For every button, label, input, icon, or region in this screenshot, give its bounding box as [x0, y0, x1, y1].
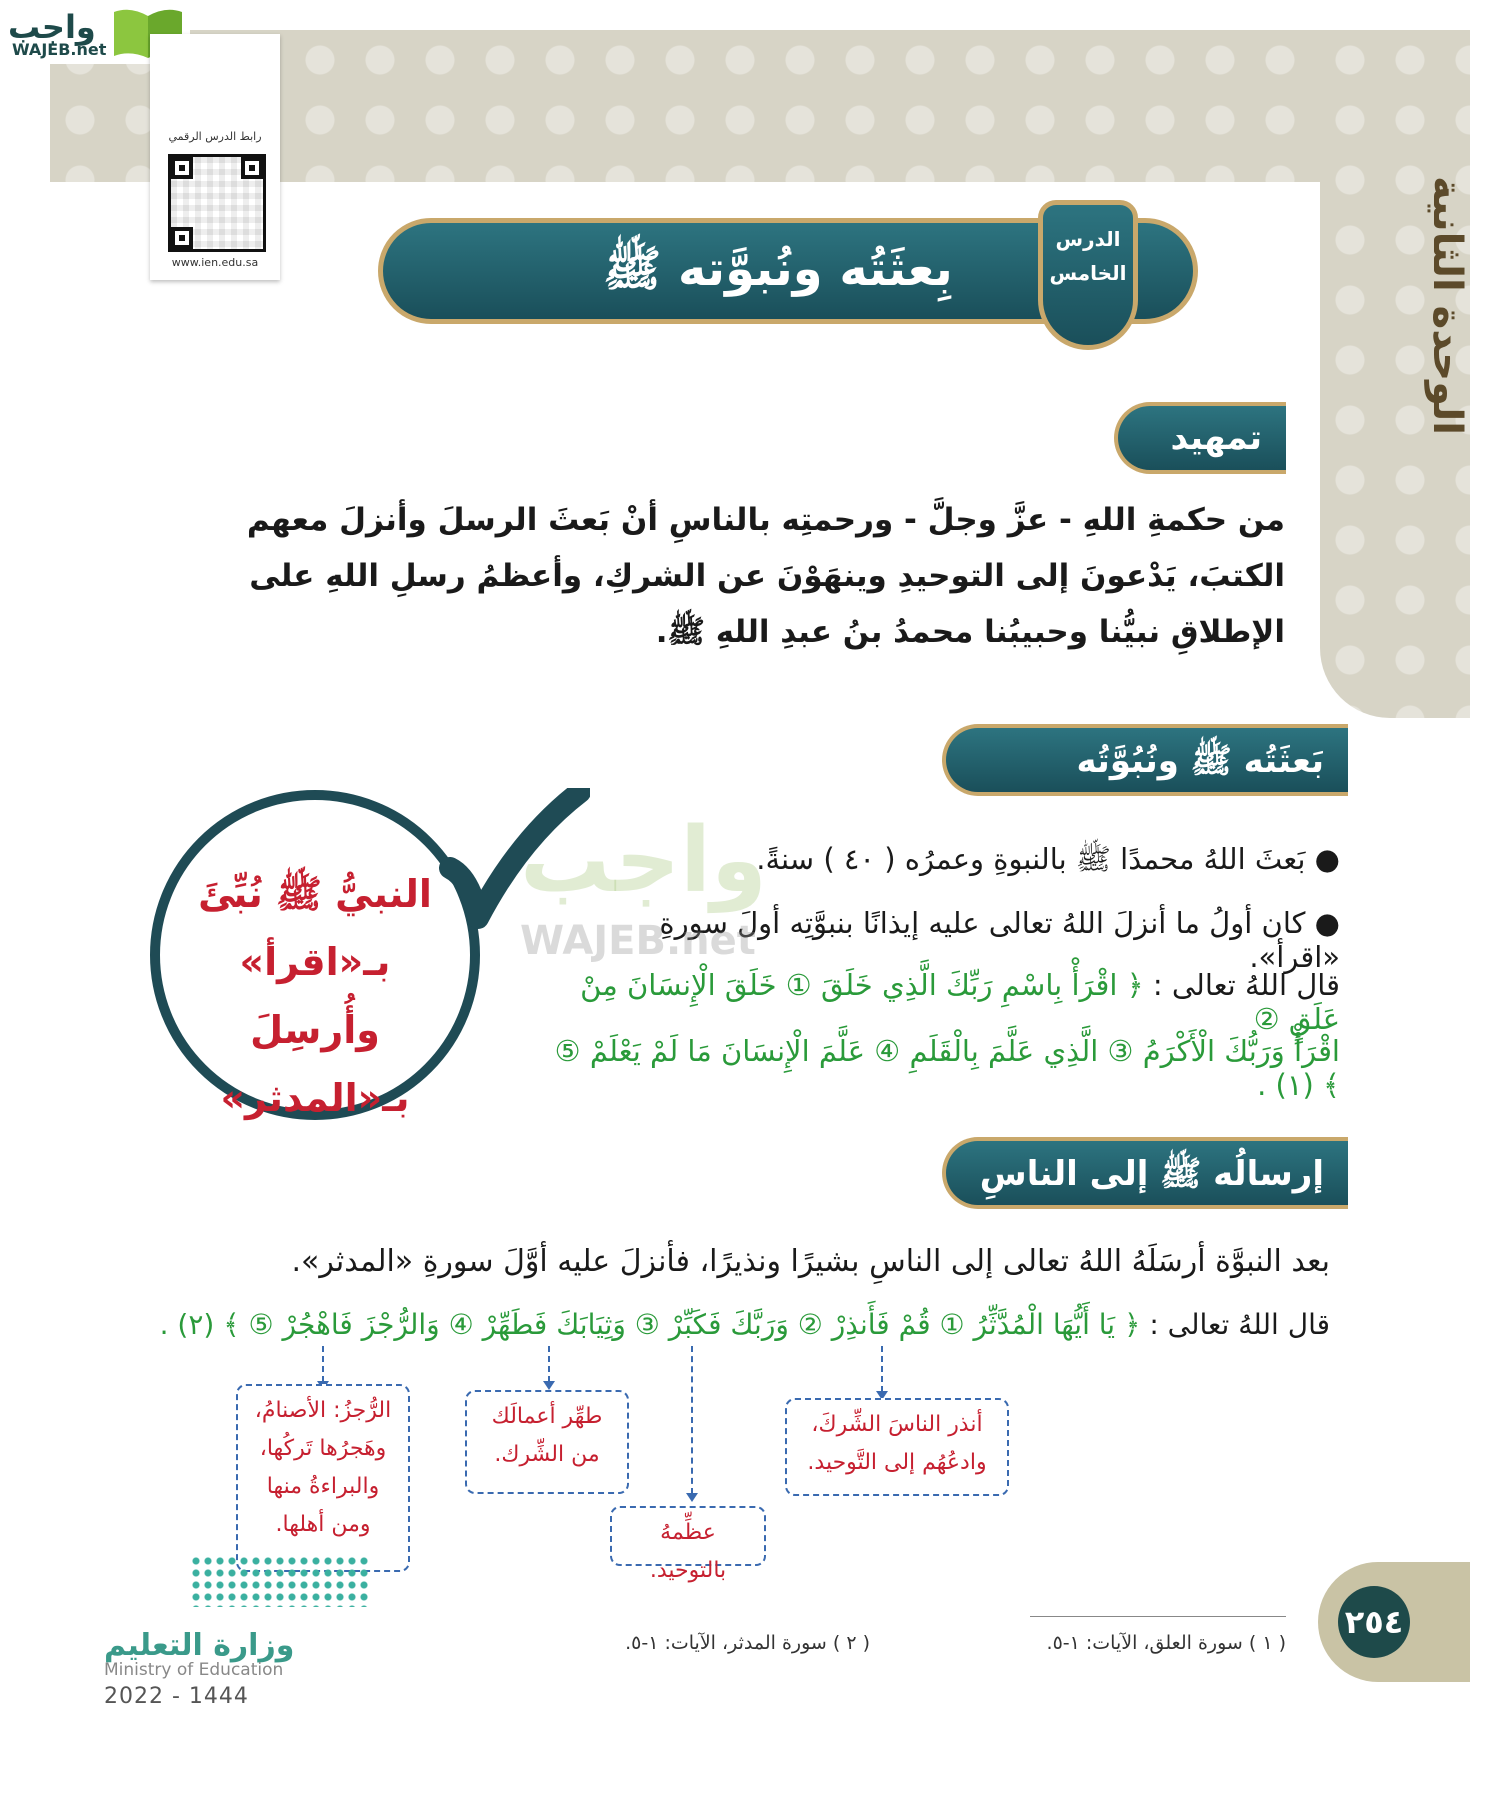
verse-text: ﴿ اقْرَأْ بِاسْمِ رَبِّكَ الَّذِي خَلَقَ ① خَلَقَ الْإِنسَانَ مِنْ عَلَقٍ ②	[580, 968, 1340, 1036]
lesson-title-banner	[378, 212, 1198, 330]
logo-sub: WAJEB.net	[12, 40, 107, 59]
qr-card[interactable]	[150, 34, 280, 280]
lesson-tag-line2: الخامس	[1049, 261, 1127, 285]
note-arrow	[691, 1346, 693, 1494]
key-note-text: النبيُّ ﷺ نُبِّئَ بـ«اقرأ» وأُرسِلَ بـ«المدثر»	[198, 872, 432, 1120]
verse-lead: قال اللهُ تعالى :	[1149, 1308, 1330, 1341]
bitha-verse-line2: اقْرَأْ وَرَبُّكَ الْأَكْرَمُ ③ الَّذِي عَلَّمَ بِالْقَلَمِ ④ عَلَّمَ الْإِنسَانَ مَا لَمْ يَعْلَمْ ⑤ ﴾ (١) .	[554, 1034, 1340, 1102]
page-number: ٢٥٤	[1338, 1586, 1410, 1658]
edition-year: 2022 - 1444	[104, 1684, 249, 1709]
footnote-2: ( ٢ ) سورة المدثر، الآيات: ١-٥.	[625, 1632, 870, 1654]
note-arrow	[548, 1346, 550, 1382]
irsal-paragraph: بعد النبوَّة أرسَلَهُ اللهُ تعالى إلى الناسِ بشيرًا ونذيرًا، فأنزلَ عليه أوَّلَ سورةِ «المدثر».	[291, 1244, 1330, 1279]
note-box-tahhir: طهِّر أعمالَك من الشِّرك.	[465, 1390, 629, 1494]
note-box-anzir: أنذر الناسَ الشِّركَ، وادعُهُم إلى التَّوحيد.	[785, 1398, 1009, 1496]
qr-code[interactable]	[168, 154, 266, 252]
watermark-sub: WAJEB.net	[520, 918, 756, 964]
bitha-verse-line1	[560, 968, 1340, 1036]
page-badge	[1318, 1562, 1470, 1682]
bullet-dot-icon: ●	[1305, 906, 1340, 940]
irsal-heading: إرسالُه ﷺ إلى الناسِ	[942, 1137, 1348, 1209]
verse-text: ﴿ يَا أَيُّهَا الْمُدَّثِّرُ ① قُمْ فَأَنذِرْ ② وَرَبَّكَ فَكَبِّرْ ③ وَثِيَابَكَ فَطَهِّرْ ④ وَالرُّجْزَ فَاهْجُرْ ⑤ ﴾ (٢) .	[159, 1308, 1141, 1341]
check-mark-icon	[430, 788, 590, 938]
note-arrow	[881, 1346, 883, 1392]
ministry-name-arabic: وزارة التعليم	[104, 1628, 295, 1663]
bitha-heading: بَعثَتُه ﷺ ونُبُوَّتُه	[942, 724, 1348, 796]
note-box-rujz: الرُّجزُ: الأصنامُ، وهَجرُها تَركُها، والبراءةُ منها ومن أهلها.	[236, 1384, 410, 1572]
logo-text: واجب	[8, 8, 96, 46]
bullet-dot-icon: ●	[1305, 842, 1340, 876]
bitha-bullet-2: ● كان أولُ ما أنزلَ اللهُ تعالى عليه إيذانًا بنبوَّتِه أولَ سورةِ «اقرأ».	[659, 906, 1340, 974]
unit-label: الوحدة الثانية	[1424, 175, 1470, 435]
note-arrow	[322, 1346, 324, 1382]
footnote-rule	[1030, 1616, 1286, 1617]
ministry-name-english: Ministry of Education	[104, 1660, 284, 1680]
intro-paragraph: من حكمةِ اللهِ - عزَّ وجلَّ - ورحمتِه بالناسِ أنْ بَعثَ الرسلَ وأنزلَ معهم الكتبَ، يَدْعونَ إلى التوحيدِ وينهَوْنَ عن الشركِ، وأعظمُ رسلِ اللهِ على الإطلاقِ نبيُّنا وحبيبُنا محمدُ بنُ عبدِ اللهِ ﷺ.	[246, 502, 1285, 650]
vision-dots-decoration	[190, 1555, 370, 1607]
footnote-1: ( ١ ) سورة العلق، الآيات: ١-٥.	[1046, 1632, 1286, 1654]
note-box-kabbir: عظِّمهُ بالتوحيد.	[610, 1506, 766, 1566]
qr-caption: رابط الدرس الرقمي	[168, 130, 262, 143]
lesson-title: بِعثَتُه ونُبوَّته ﷺ	[603, 241, 953, 297]
irsal-verse	[140, 1308, 1330, 1341]
intro-heading: تمهيد	[1114, 402, 1286, 474]
lesson-number-tag	[1038, 200, 1138, 350]
bitha-bullet-1: ● بَعثَ اللهُ محمدًا ﷺ بالنبوةِ وعمرُه ( ٤٠ ) سنةً.	[756, 842, 1340, 876]
watermark: واجب	[520, 808, 767, 913]
qr-url[interactable]: www.ien.edu.sa	[171, 256, 259, 269]
lesson-tag-line1: الدرس	[1055, 227, 1121, 251]
verse-lead: قال اللهُ تعالى :	[1152, 968, 1340, 1002]
